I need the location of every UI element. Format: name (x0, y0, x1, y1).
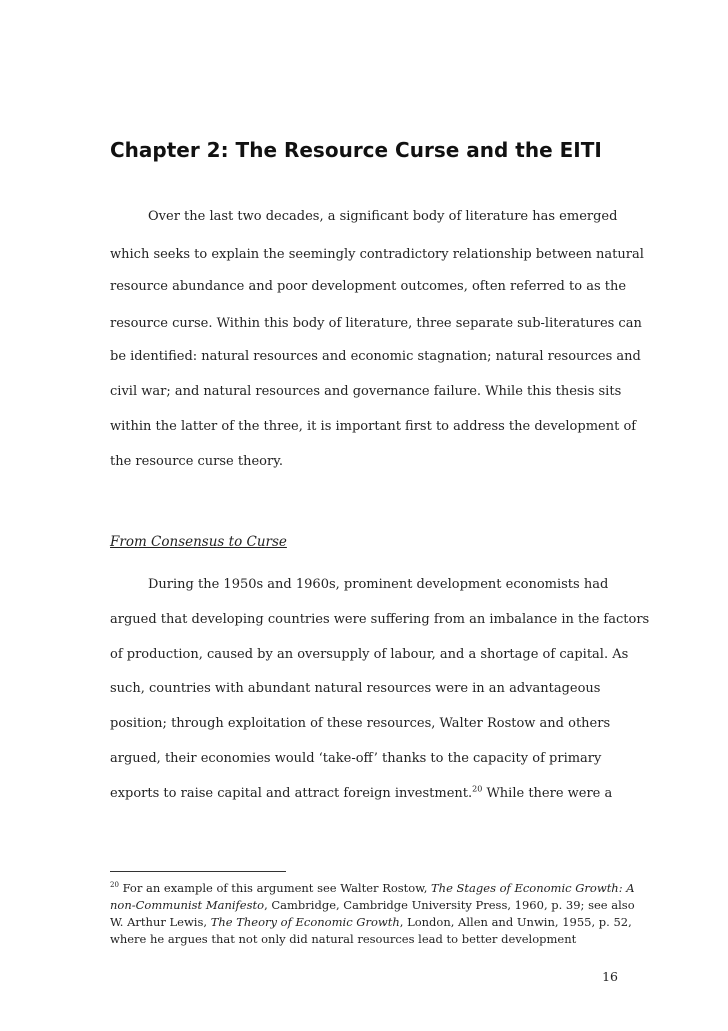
footnote-line (110, 898, 635, 912)
paragraph-2-text: exports to raise capital and attract foreign investment. (110, 786, 473, 801)
footnote-italic-text: The Theory of Economic Growth (210, 915, 400, 929)
paragraph-1-line: be identified: natural resources and economic stagnation; natural resources and (110, 349, 641, 364)
footnote-line (110, 881, 635, 895)
paragraph-1-line: within the latter of the three, it is important first to address the development of (110, 419, 637, 434)
footnote-text: W. Arthur Lewis, (110, 915, 211, 929)
footnote-text: , London, Allen and Unwin, 1955, p. 52, (399, 915, 632, 929)
footnote-separator (110, 871, 286, 872)
paragraph-1-line: which seeks to explain the seemingly contradictory relationship between natural (110, 247, 644, 262)
paragraph-1-line: the resource curse theory. (110, 454, 283, 469)
paragraph-2-line: of production, caused by an oversupply of labour, and a shortage of capital. As (110, 647, 629, 662)
paragraph-2-line: argued that developing countries were suffering from an imbalance in the factors (110, 612, 650, 627)
chapter-title: Chapter 2: The Resource Curse and the EITI (110, 138, 602, 162)
paragraph-2-text: While there were a (482, 786, 613, 801)
footnote-italic-text: The Stages of Economic Growth: A (431, 881, 635, 895)
paragraph-2-line: position; through exploitation of these resources, Walter Rostow and others (110, 716, 611, 731)
paragraph-2-line: argued, their economies would ‘take-off’ thanks to the capacity of primary (110, 751, 602, 766)
footnote-text: For an example of this argument see Walter Rostow, (118, 881, 432, 895)
footnote-italic-text: non-Communist Manifesto (110, 898, 265, 912)
paragraph-1-line: resource abundance and poor development outcomes, often referred to as the (110, 279, 627, 294)
footnote-text: , Cambridge, Cambridge University Press, 1960, p. 39; see also (264, 898, 635, 912)
footnote-line (110, 915, 632, 929)
paragraph-1-line: resource curse. Within this body of literature, three separate sub-literatures can (110, 316, 642, 331)
paragraph-2-line: such, countries with abundant natural resources were in an advantageous (110, 681, 601, 696)
footnote-reference[interactable]: 20 (472, 784, 483, 794)
paragraph-1-line: civil war; and natural resources and governance failure. While this thesis sits (110, 384, 622, 399)
page-number: 16 (602, 969, 618, 984)
footnote-line: where he argues that not only did natural resources lead to better development (110, 932, 577, 946)
section-heading: From Consensus to Curse (110, 534, 287, 550)
footnote-number: 20 (110, 881, 119, 890)
paragraph-2-line (110, 784, 613, 801)
paragraph-1-line: Over the last two decades, a significant body of literature has emerged (148, 209, 618, 224)
paragraph-2-line: During the 1950s and 1960s, prominent development economists had (148, 577, 609, 592)
